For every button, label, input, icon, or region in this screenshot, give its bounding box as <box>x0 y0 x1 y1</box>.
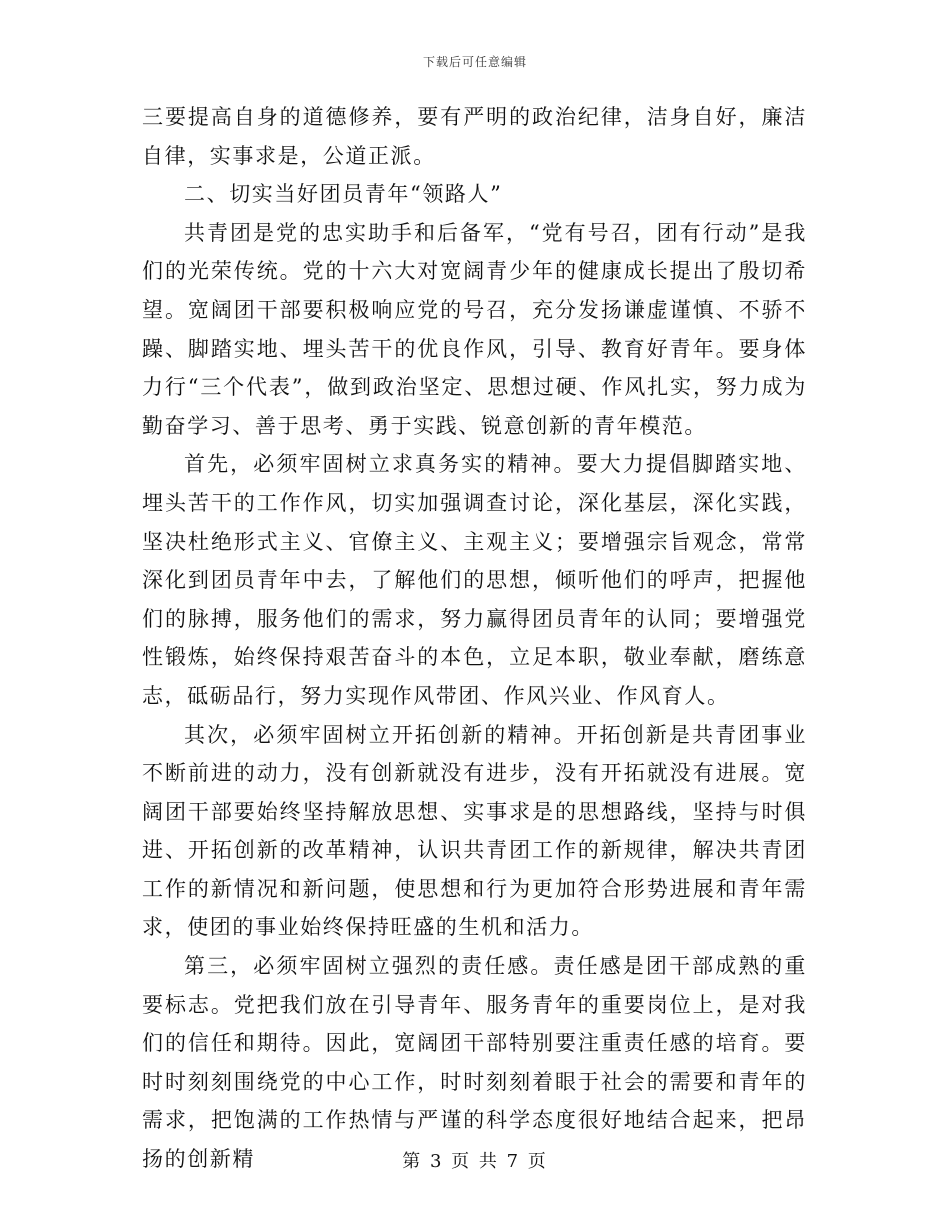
section-heading: 二、切实当好团员青年“领路人” <box>184 182 503 207</box>
paragraph: 第三，必须牢固树立强烈的责任感。责任感是团干部成熟的重要标志。党把我们放在引导青年、服务青年的重要岗位上，是对我们的信任和期待。因此，宽阔团干部特别要注重责任感的培育。要时时刻刻围绕党的中心工作，时时刻刻着眼于社会的需要和青年的需求，把饱满的工作热情与严谨的科学态度很好地结合起来，把昂扬的创新精 <box>142 954 807 1172</box>
paragraph: 首先，必须牢固树立求真务实的精神。要大力提倡脚踏实地、埋头苦干的工作作风，切实加强调查讨论，深化基层，深化实践，坚决杜绝形式主义、官僚主义、主观主义；要增强宗旨观念，常常深化到团员青年中去，了解他们的思想，倾听他们的呼声，把握他们的脉搏，服务他们的需求，努力赢得团员青年的认同；要增强党性锻炼，始终保持艰苦奋斗的本色，立足本职，敬业奉献，磨练意志，砥砺品行，努力实现作风带团、作风兴业、作风育人。 <box>142 452 807 708</box>
paragraph: 共青团是党的忠实助手和后备军，“党有号召，团有行动”是我们的光荣传统。党的十六大对宽阔青少年的健康成长提出了殷切希望。宽阔团干部要积极响应党的号召，充分发扬谦虚谨慎、不骄不躁、脚踏实地、埋头苦干的优良作风，引导、教育好青年。要身体力行“三个代表”，做到政治坚定、思想过硬、作风扎实，努力成为勤奋学习、善于思考、勇于实践、锐意创新的青年模范。 <box>142 220 807 438</box>
header-note: 下载后可任意编辑 <box>422 55 527 69</box>
paragraph: 其次，必须牢固树立开拓创新的精神。开拓创新是共青团事业不断前进的动力，没有创新就没有进步，没有开拓就没有进展。宽阔团干部要始终坚持解放思想、实事求是的思想路线，坚持与时俱进、开拓创新的改革精神，认识共青团工作的新规律，解决共青团工作的新情况和新问题，使思想和行为更加符合形势进展和青年需求，使团的事业始终保持旺盛的生机和活力。 <box>142 722 807 940</box>
document-body <box>142 98 807 1179</box>
page-number: 第 3 页 共 7 页 <box>402 1151 548 1172</box>
paragraph-continuation: 三要提高自身的道德修养，要有严明的政治纪律，洁身自好，廉洁自律，实事求是，公道正派。 <box>142 105 807 168</box>
